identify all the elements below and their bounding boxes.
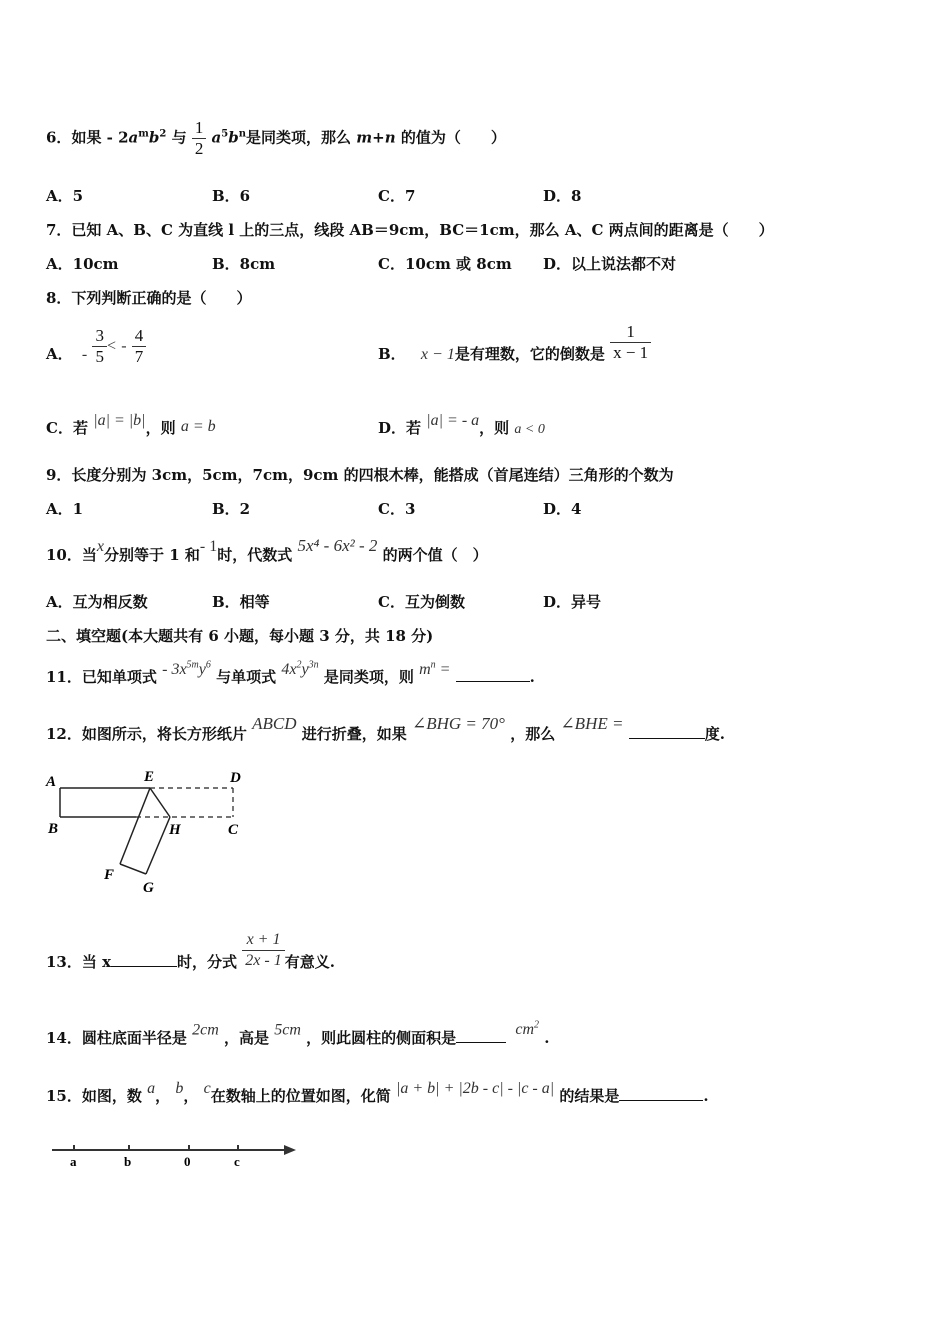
edge-fg: [120, 864, 146, 874]
q6-option-d: D．8: [543, 187, 582, 205]
q8-option-c: C．若 |a| = |b|，则 a = b: [46, 412, 216, 437]
q8-option-b: B． x − 1是有理数，它的倒数是 $\frac{1}{x - 1}$: [378, 322, 651, 363]
q8-a-fraction-1: $\frac{3}{5}$: [92, 326, 107, 367]
q9-option-d: D．4: [543, 500, 582, 518]
q10-option-d: D．异号: [543, 593, 602, 611]
q7-option-c: C．10cm 或 8cm: [378, 255, 512, 273]
q9-option-c: C．3: [378, 500, 416, 518]
q9-option-a: A．1: [46, 500, 84, 518]
point-c-label: C: [228, 822, 239, 838]
q11-stem: 11．已知单项式 - $3x^{5m}y^6$ 与单项式 $4x^2y^{3n}$ 是同类项，则 $m^n$ = .: [46, 660, 535, 687]
q8-option-a: A． - $\frac{3}{5}$ < - $\frac{4}{7}$: [46, 326, 146, 367]
q7-option-a: A．10cm: [46, 255, 119, 273]
point-g-label: G: [143, 880, 154, 896]
q14-answer-blank[interactable]: [456, 1026, 506, 1043]
q10-option-b: B．相等: [212, 593, 270, 611]
q13-stem: 13．当 x 时，分式 $\frac{x + 1}{2x - 1}$ 有意义.: [46, 931, 335, 971]
axis-label-c: c: [234, 1154, 240, 1169]
q6-option-b: B．6: [212, 187, 251, 205]
q10-option-c: C．互为倒数: [378, 593, 465, 611]
q9-stem: 9．长度分别为 3cm，5cm，7cm，9cm 的四根木棒，能搭成（首尾连结）三角形的个数为: [46, 466, 674, 484]
q7-option-d: D．以上说法都不对: [543, 255, 677, 273]
q7-option-b: B．8cm: [212, 255, 276, 273]
point-h-label: H: [169, 822, 181, 838]
edge-hg: [146, 817, 170, 874]
section-2-heading: 二、填空题(本大题共有 6 小题，每小题 3 分，共 18 分): [46, 627, 434, 645]
q7-stem: 7．已知 A、B、C 为直线 l 上的三点，线段 AB＝9cm，BC＝1cm，那么 A、C 两点间的距离是（ ）: [46, 221, 774, 239]
q11-power: $m^n$ =: [419, 660, 451, 679]
q11-monomial-1: - $3x^{5m}y^6$: [162, 660, 211, 679]
edge-ef: [120, 788, 150, 864]
q14-unit: $cm^2$: [515, 1020, 540, 1039]
q13-answer-blank[interactable]: [111, 950, 177, 967]
q12-fold-figure: [40, 760, 260, 900]
q10-stem: 10．当x分别等于 1 和- 1时，代数式 5x⁴ - 6x² - 2 的两个值（ ）: [46, 536, 488, 564]
axis-arrow: [284, 1145, 296, 1155]
q6-number: 6．: [46, 128, 72, 147]
point-d-label: D: [230, 770, 241, 786]
q13-fraction: $\frac{x + 1}{2x - 1}$: [242, 930, 284, 971]
point-b-label: B: [48, 821, 59, 837]
point-a-label: A: [46, 774, 57, 790]
q9-option-b: B．2: [212, 500, 251, 518]
q8-option-d: D．若 |a| = - a，则 a < 0: [378, 412, 545, 437]
q12-answer-blank[interactable]: [629, 722, 705, 739]
q8-stem: 8．下列判断正确的是（ ）: [46, 289, 252, 307]
axis-label-b: b: [124, 1154, 132, 1169]
q6-fraction: $\frac{1}{2}$: [192, 118, 207, 159]
q15-stem: 15．如图，数 a， b， c在数轴上的位置如图，化简 |a + b| + |2b - c| - |c - a| 的结果是 .: [46, 1080, 709, 1105]
q8-b-fraction: $\frac{1}{x - 1}$: [610, 322, 651, 363]
q14-stem: 14．圆柱底面半径是 2cm ，高是 5cm ，则此圆柱的侧面积是 $cm^2$ .: [46, 1020, 550, 1048]
q15-answer-blank[interactable]: [619, 1084, 703, 1101]
point-f-label: F: [104, 867, 115, 883]
q11-monomial-2: $4x^2y^{3n}$: [281, 660, 319, 679]
point-e-label: E: [144, 769, 155, 785]
axis-label-a: a: [70, 1154, 77, 1169]
axis-label-0: 0: [184, 1154, 191, 1169]
crease-eh: [150, 788, 170, 817]
q11-answer-blank[interactable]: [456, 665, 530, 682]
q15-number-line: [46, 1136, 306, 1176]
q8-a-fraction-2: $\frac{4}{7}$: [132, 326, 147, 367]
q10-option-a: A．互为相反数: [46, 593, 148, 611]
q6-option-c: C．7: [378, 187, 416, 205]
q6-option-a: A．5: [46, 187, 84, 205]
q6-stem: 6．如果 - $2a^mb^2$ 与 $\frac{1}{2}$ $a^5b^n$是同类项，那么 m+n 的值为（ ）: [46, 118, 506, 158]
q12-stem: 12．如图所示，将长方形纸片 ABCD 进行折叠，如果 ∠BHG = 70° ，那么 ∠BHE = 度.: [46, 714, 725, 743]
